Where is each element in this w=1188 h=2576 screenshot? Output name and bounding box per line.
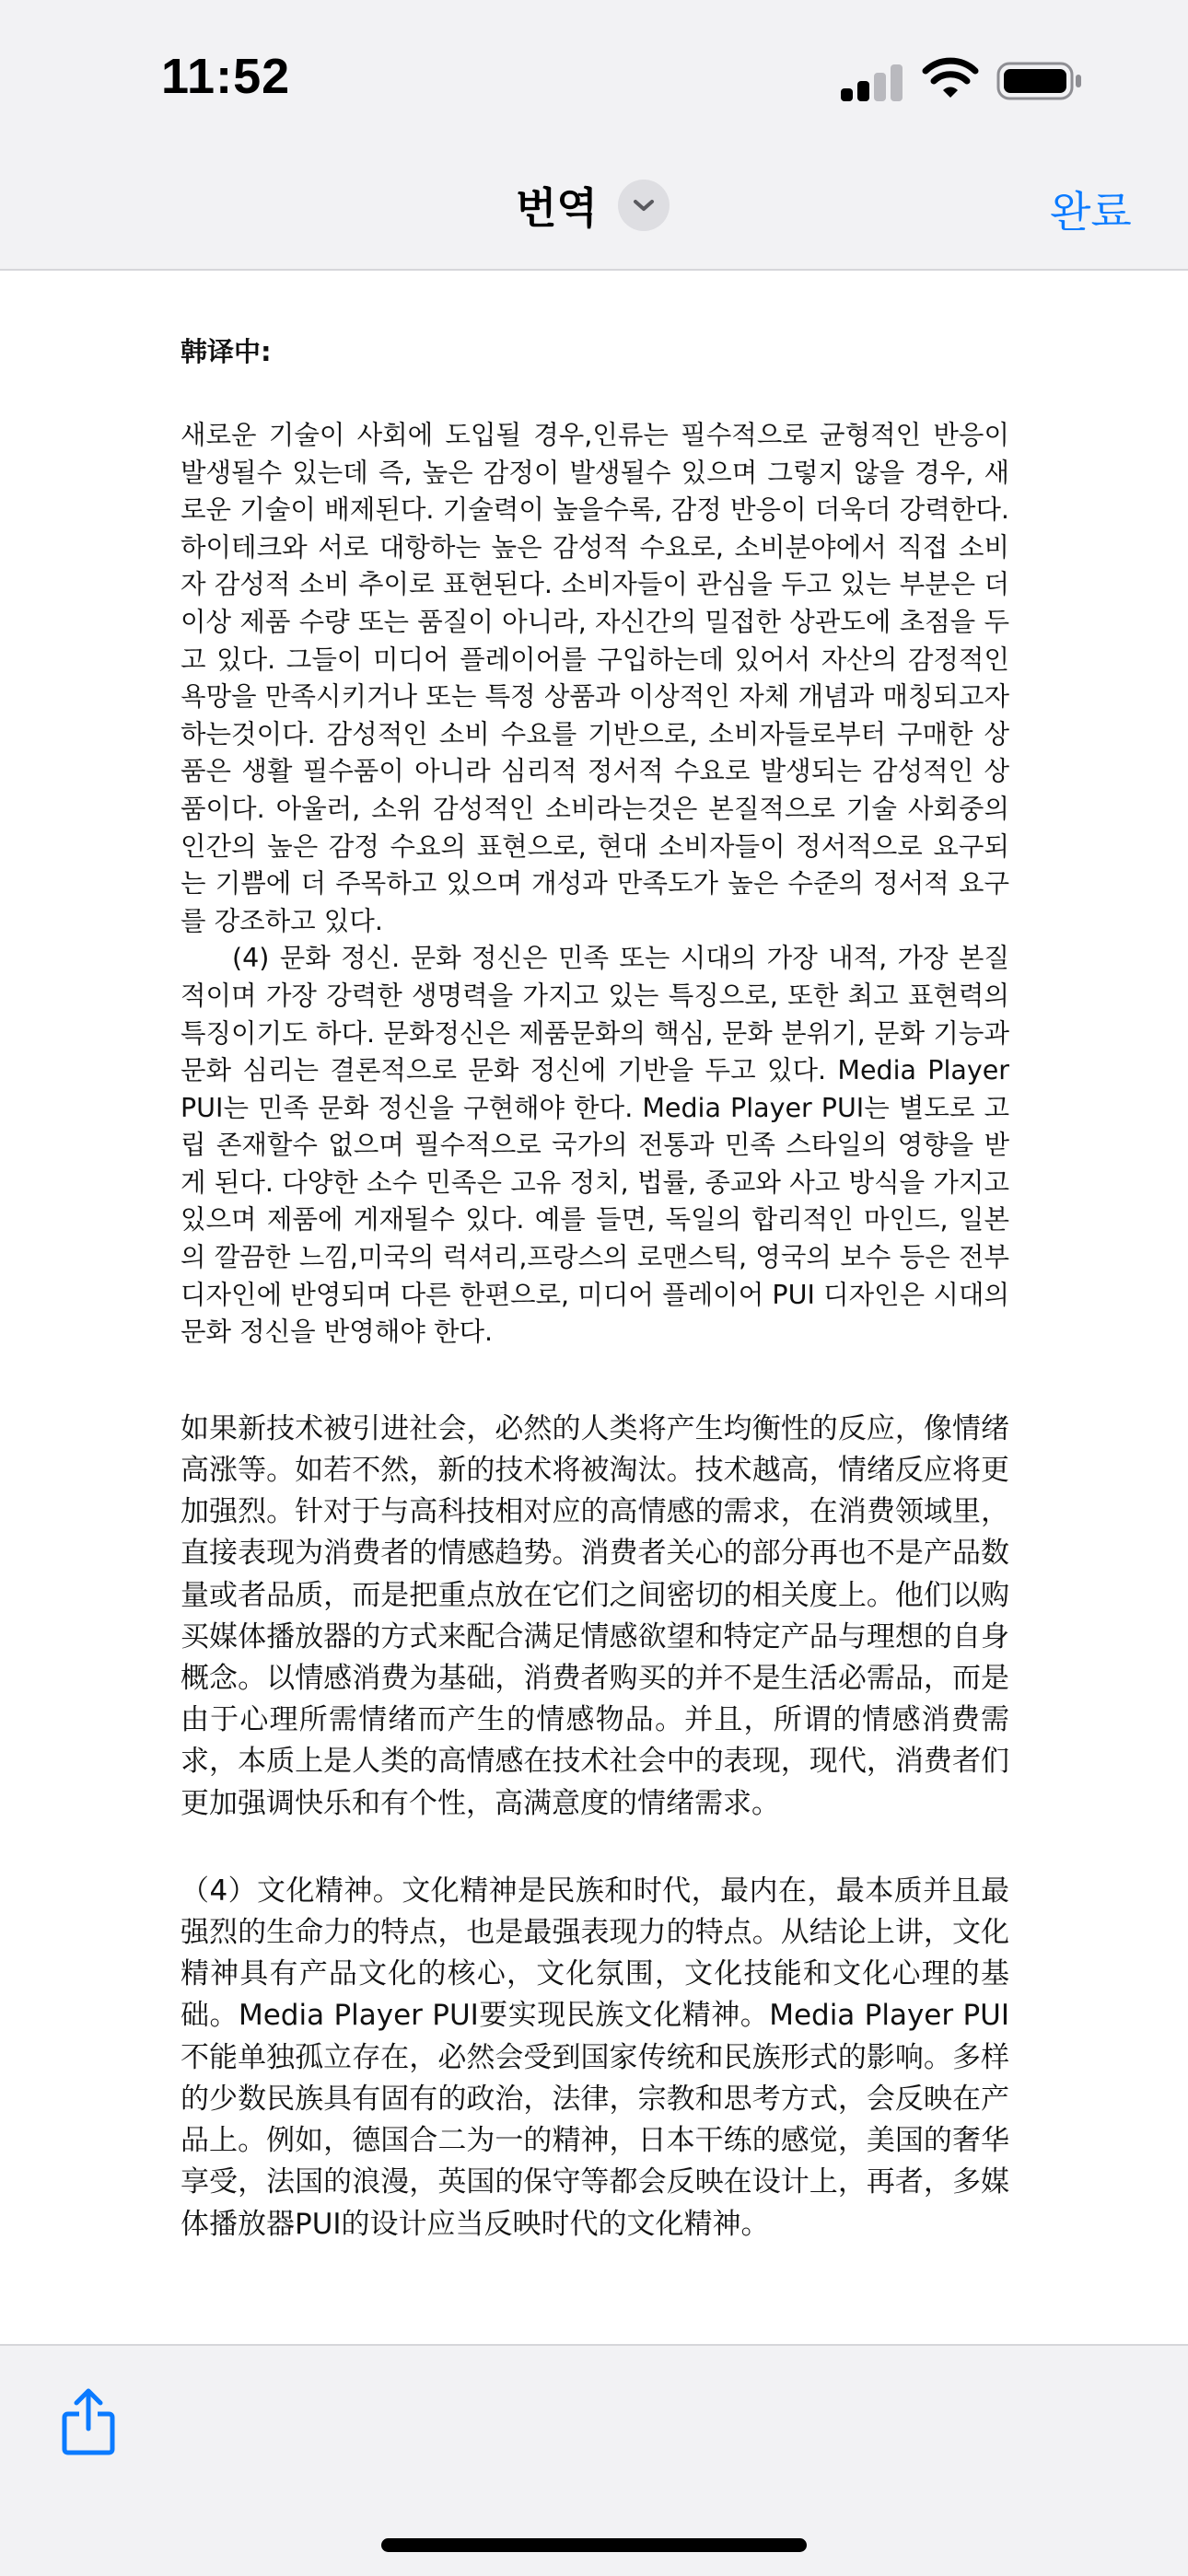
share-icon[interactable] bbox=[59, 2386, 118, 2456]
wifi-icon bbox=[921, 55, 980, 101]
battery-icon bbox=[996, 61, 1083, 101]
done-button[interactable]: 완료 bbox=[1050, 187, 1132, 237]
document-heading: 韩译中: bbox=[181, 336, 272, 367]
korean-paragraph: 새로운 기술이 사회에 도입될 경우,인류는 필수적으로 균형적인 반응이 발생될수 있는데 즉, 높은 감정이 발생될수 있으며 그렇지 않을 경우, 새로운 기술이 배제된다. 기술력이 높을수록, 감정 반응이 더욱더 강력한다.하이테크와 서로 대항하는 높은 감성적 수요로, 소비분야에서 직접 소비자 감성적 소비 추이로 표현된다. 소비자들이 관심을 두고 있는 부분은 더 이상 제품 수량 또는 품질이 아니라, 자신간의 밀접한 상관도에 초점을 두고 있다. 그들이 미디어 플레이어를 구입하는데 있어서 자산의 감정적인 욕망을 만족시키거나 또는 특정 상품과 이상적인 자체 개념과 매칭되고자 하는것이다. 감성적인 소비 수요를 기반으로, 소비자들로부터 구매한 상품은 생활 필수품이 아니라 심리적 정서적 수요로 발생되는 감성적인 상품이다. 아울러, 소위 감성적인 소비라는것은 본질적으로 기술 사회중의 인간의 높은 감정 수요의 표현으로, 현대 소비자들이 정서적으로 요구되는 기쁨에 더 주목하고 있으며 개성과 만족도가 높은 수준의 정서적 요구를 강조하고 있다. bbox=[181, 420, 1009, 936]
cellular-signal-icon bbox=[841, 61, 903, 101]
nav-title[interactable]: 번역 bbox=[516, 183, 598, 233]
navigation-bar bbox=[0, 147, 1188, 271]
chevron-down-icon[interactable] bbox=[618, 180, 670, 231]
korean-translation bbox=[181, 417, 1009, 1352]
translate-menu[interactable] bbox=[516, 173, 670, 238]
status-bar bbox=[0, 0, 1188, 147]
chinese-paragraph: 如果新技术被引进社会，必然的人类将产生均衡性的反应，像情绪高涨等。如若不然，新的技术将被淘汰。技术越高，情绪反应将更加强烈。针对于与高科技相对应的高情感的需求，在消费领域里，直接表现为消费者的情感趋势。消费者关心的部分再也不是产品数量或者品质，而是把重点放在它们之间密切的相关度上。他们以购买媒体播放器的方式来配合满足情感欲望和特定产品与理想的自身概念。以情感消费为基础，消费者购买的并不是生活必需品，而是由于心理所需情绪而产生的情感物品。并且，所谓的情感消费需求，本质上是人类的高情感在技术社会中的表现，现代，消费者们更加强调快乐和有个性，高满意度的情绪需求。 bbox=[181, 1411, 1009, 1820]
chinese-paragraph: （4）文化精神。文化精神是民族和时代，最内在，最本质并且最强烈的生命力的特点，也是最强表现力的特点。从结论上讲，文化精神具有产品文化的核心，文化氛围，文化技能和文化心理的基础。Media Player PUI要实现民族文化精神。Media Player PUI不能单独孤立存在，必然会受到国家传统和民族形式的影响。多样的少数民族具有固有的政治，法律，宗教和思考方式，会反映在产品上。例如，德国合二为一的精神，日本干练的感觉，美国的奢华享受，法国的浪漫，英国的保守等都会反映在设计上，再者，多媒体播放器PUI的设计应当反映时代的文化精神。 bbox=[181, 1874, 1009, 2241]
status-time: 11:52 bbox=[161, 49, 291, 104]
korean-paragraph: (4) 문화 정신. 문화 정신은 민족 또는 시대의 가장 내적, 가장 본질적이며 가장 강력한 생명력을 가지고 있는 특징으로, 또한 최고 표현력의 특징이기도 하다. 문화정신은 제품문화의 핵심, 문화 분위기, 문화 기능과 문화 심리는 결론적으로 문화 정신에 기반을 두고 있다. Media Player PUI는 민족 문화 정신을 구현해야 한다. Media Player PUI는 별도로 고립 존재할수 없으며 필수적으로 국가의 전통과 민족 스타일의 영향을 받게 된다. 다양한 소수 민족은 고유 정치, 법률, 종교와 사고 방식을 가지고 있으며 제품에 게재될수 있다. 예를 들면, 독일의 합리적인 마인드, 일본의 깔끔한 느낌,미국의 럭셔리,프랑스의 로맨스틱, 영국의 보수 등은 전부 디자인에 반영되며 다른 한편으로, 미디어 플레이어 PUI 디자인은 시대의 문화 정신을 반영해야 한다. bbox=[181, 943, 1009, 1348]
document-content bbox=[181, 313, 1009, 2245]
home-indicator[interactable] bbox=[381, 2538, 807, 2552]
